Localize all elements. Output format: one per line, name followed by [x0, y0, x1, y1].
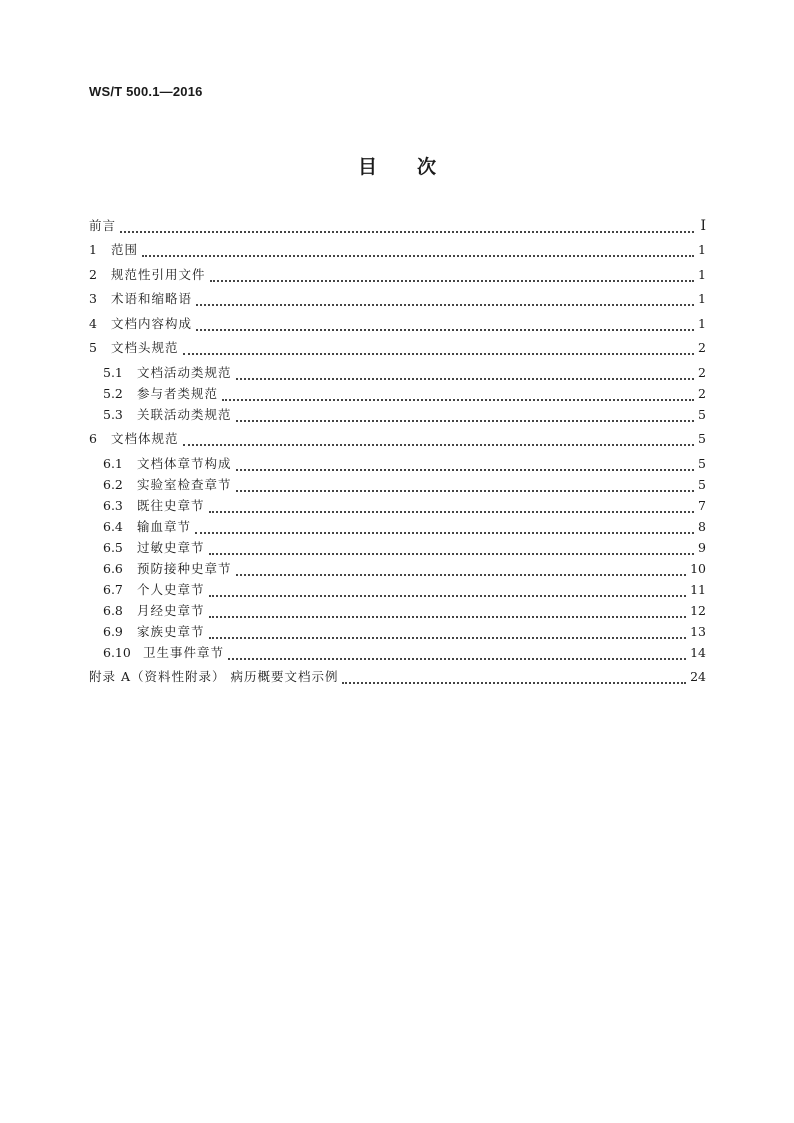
toc-entry[interactable]	[103, 496, 706, 516]
toc-entry-page: 1	[698, 267, 706, 282]
toc-entry-page: 1	[698, 291, 706, 306]
toc-entry[interactable]	[89, 338, 706, 358]
toc-entry[interactable]	[103, 384, 706, 404]
toc-entry-label: 卫生事件章节	[143, 645, 225, 660]
toc-entry[interactable]	[89, 429, 706, 449]
toc-entry-page: 2	[698, 386, 706, 401]
toc-entry[interactable]	[103, 643, 706, 663]
toc-entry[interactable]	[89, 314, 706, 334]
toc-entry[interactable]	[103, 622, 706, 642]
toc-entry[interactable]	[103, 454, 706, 474]
toc-leader-dots	[120, 221, 694, 233]
toc-leader-dots	[183, 343, 694, 355]
toc-leader-dots	[196, 319, 694, 331]
toc-leader-dots	[236, 368, 694, 380]
toc-leader-dots	[236, 459, 694, 471]
toc-entry-number: 6.2	[103, 477, 123, 492]
toc-entry-page: 5	[698, 431, 706, 446]
toc-entry-label: 既往史章节	[137, 498, 205, 513]
toc-entry-number: 6.9	[103, 624, 123, 639]
toc-entry-number: 6.3	[103, 498, 123, 513]
toc-leader-dots	[209, 627, 687, 639]
toc-entry-number: 1	[89, 242, 97, 257]
toc-entry[interactable]	[103, 405, 706, 425]
toc-entry-label: 输血章节	[137, 519, 192, 534]
toc-entry-number: 6.4	[103, 519, 123, 534]
toc-entry-page: 1	[698, 316, 706, 331]
toc-entry[interactable]	[89, 289, 706, 309]
toc-entry[interactable]	[89, 216, 706, 236]
toc-entry-label: 范围	[111, 242, 139, 257]
toc-leader-dots	[196, 294, 694, 306]
toc-leader-dots	[236, 410, 694, 422]
toc-entry[interactable]	[89, 240, 706, 260]
toc-entry-page: 12	[690, 603, 706, 618]
toc-entry-number: 6.7	[103, 582, 123, 597]
toc-entry[interactable]	[89, 265, 706, 285]
toc-entry-label: 规范性引用文件	[111, 267, 206, 282]
toc-leader-dots	[222, 389, 694, 401]
toc-entry-page: 8	[698, 519, 706, 534]
toc-entry-page: 5	[698, 477, 706, 492]
toc-entry-label: 家族史章节	[137, 624, 205, 639]
toc-leader-dots	[209, 543, 694, 555]
toc-entry[interactable]	[103, 475, 706, 495]
toc-entry-page: 2	[698, 340, 706, 355]
toc-entry-number: 5.1	[103, 365, 123, 380]
toc-entry-number: 5	[89, 340, 97, 355]
toc-entry-label: 过敏史章节	[137, 540, 205, 555]
toc-entry-label: 预防接种史章节	[137, 561, 232, 576]
toc-entry-label: 实验室检查章节	[137, 477, 232, 492]
toc-entry-label: 文档体章节构成	[137, 456, 232, 471]
toc-entry-label: 文档头规范	[111, 340, 179, 355]
toc-entry-page: 10	[690, 561, 706, 576]
toc-entry[interactable]	[103, 559, 706, 579]
toc-entry-label: 文档内容构成	[111, 316, 193, 331]
toc-leader-dots	[183, 434, 694, 446]
toc-leader-dots	[209, 606, 687, 618]
toc-entry-number: 3	[89, 291, 97, 306]
toc-entry[interactable]	[89, 667, 706, 687]
toc-entry-label: 关联活动类规范	[137, 407, 232, 422]
toc-entry[interactable]	[103, 517, 706, 537]
toc-leader-dots	[236, 480, 694, 492]
toc-entry-number: 6.6	[103, 561, 123, 576]
title-char-left: 目	[357, 156, 377, 178]
toc-entry-number: 6.10	[103, 645, 131, 660]
toc-entry[interactable]	[103, 580, 706, 600]
toc-entry-label: 参与者类规范	[137, 386, 219, 401]
toc-entry[interactable]	[103, 601, 706, 621]
page-title	[0, 152, 794, 179]
toc-leader-dots	[142, 245, 694, 257]
toc-entry-label: 附录 A（资料性附录） 病历概要文档示例	[89, 669, 339, 684]
toc-entry-label: 个人史章节	[137, 582, 205, 597]
standard-code: WS/T 500.1—2016	[89, 84, 203, 99]
toc-leader-dots	[210, 270, 694, 282]
toc-entry-number: 6	[89, 431, 97, 446]
toc-leader-dots	[228, 648, 686, 660]
title-char-right: 次	[417, 156, 437, 178]
toc-entry-page: 2	[698, 365, 706, 380]
toc-entry-page: Ⅰ	[700, 218, 706, 234]
toc-leader-dots	[209, 585, 687, 597]
toc-leader-dots	[342, 672, 686, 684]
toc-leader-dots	[236, 564, 687, 576]
toc-entry-label: 月经史章节	[137, 603, 205, 618]
toc-entry-page: 9	[698, 540, 706, 555]
toc-entry-label: 术语和缩略语	[111, 291, 193, 306]
toc-entry-number: 6.8	[103, 603, 123, 618]
toc-entry[interactable]	[103, 363, 706, 383]
toc-entry-page: 1	[698, 242, 706, 257]
toc-entry-page: 5	[698, 407, 706, 422]
toc-entry-number: 2	[89, 267, 97, 282]
toc-entry-page: 14	[690, 645, 706, 660]
toc-entry[interactable]	[103, 538, 706, 558]
toc-entry-page: 11	[690, 582, 706, 597]
toc-entry-number: 5.2	[103, 386, 123, 401]
toc-entry-label: 前言	[89, 218, 117, 233]
toc-entry-number: 6.1	[103, 456, 123, 471]
toc-entry-label: 文档体规范	[111, 431, 179, 446]
toc-entry-page: 5	[698, 456, 706, 471]
toc-leader-dots	[195, 522, 694, 534]
toc-entry-page: 7	[698, 498, 706, 513]
toc-entry-number: 4	[89, 316, 97, 331]
toc-entry-page: 13	[690, 624, 706, 639]
toc-entry-label: 文档活动类规范	[137, 365, 232, 380]
toc-leader-dots	[209, 501, 694, 513]
toc-entry-number: 6.5	[103, 540, 123, 555]
toc-entry-number: 5.3	[103, 407, 123, 422]
toc-entry-page: 24	[690, 669, 706, 684]
